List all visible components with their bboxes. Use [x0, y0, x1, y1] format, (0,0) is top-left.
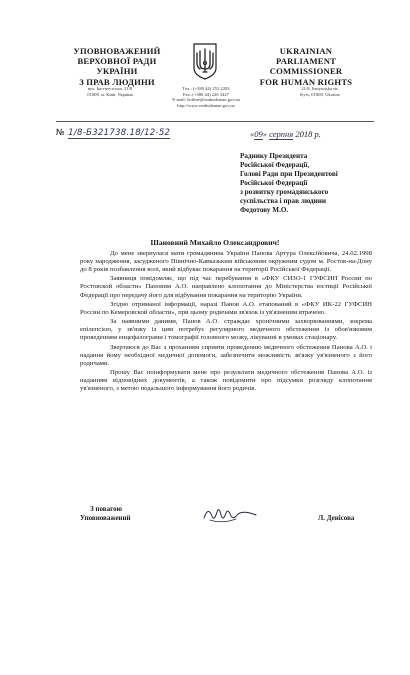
body-paragraph: Прошу Вас поінформувати мене про результати медичного обстеження Панова А.О. із наданням відповідних документів, а також повідомити про підсумки розгляду клопотання ув'язненого, з метою подальшого інформування його родичів.	[80, 369, 372, 393]
body-paragraph: Звертаюся до Вас з проханням сприяти проведенню медичного обстеження Панова А.О. і надання йому необхідної медичної допомоги, забезпечити можливість зв'язку ув'язненого з його родичами.	[80, 343, 372, 367]
closing-block	[80, 505, 131, 522]
letterhead-right-line: UKRAINIAN	[279, 46, 333, 56]
address-line: Kyiv, 01008, Ukraine	[300, 92, 340, 97]
address-ukrainian	[60, 86, 160, 98]
date-quote-open: «	[250, 129, 255, 139]
address-english	[270, 86, 370, 98]
salutation: Шановний Михайло Олександрович!	[150, 238, 280, 247]
phone-line: Тел.: (+380 44) 253 2203	[182, 86, 230, 91]
letterhead-left-line: З ПРАВ ЛЮДИНИ	[79, 76, 155, 87]
coat-of-arms-icon	[191, 42, 219, 80]
body-paragraph: Згідно отриманої інформації, наразі Панов А.О. етапований в «ФКУ ИК-22 ГУФСИН России по Кемеровской области», при цьому родичами зв'язок із ув'язненим втрачено.	[80, 300, 372, 316]
addressee-block	[240, 152, 390, 215]
body-paragraph: Заявниця повідомляє, що під час перебування в «ФКУ СИЗО-1 ГУФСИН России по Ростовской области» Пановим А.О. направлено клопотання до Міністерства юстиції Російської Федерації про передачу його для відбування покарання на територію України.	[80, 275, 372, 299]
registration-number	[56, 128, 170, 139]
letterhead-right-line: FOR HUMAN RIGHTS	[259, 76, 353, 87]
address-line: 01008, м. Київ, Україна	[87, 92, 133, 97]
date-year: 2018 р.	[295, 129, 321, 139]
addressee-line: суспільства і прав людини	[240, 197, 326, 205]
contact-block	[160, 86, 252, 108]
letterhead-title-english	[240, 46, 372, 87]
body-paragraph: За наявними даними, Панов А.О. страждає хронічними захворюваннями, зокрема епілепсією, у зв'язку із цим потребує регулярного медичного обстеження із обов'язковим проведенням енцефалограми і томографії головного мозку, лікуванні в умовах стаціонару.	[80, 318, 372, 342]
letterhead-left-line: УПОВНОВАЖЕНИЙ	[73, 46, 161, 56]
registration-prefix: №	[56, 128, 66, 138]
addressee-line: Федотову М.О.	[240, 206, 289, 214]
address-line: 21/8, Instytutska str.	[301, 86, 339, 91]
body-paragraph: До мене звернулася мати громадянина України Панова Артура Олексійовича, 24.02.1998 року народження, засудженого Північно-Кавказьким військовим окружним судом м. Ростов-на-Дону до 8 років позбавлення волі, який відбуває покарання на території Російської Федерації.	[80, 250, 372, 274]
letterhead-divider	[56, 121, 374, 122]
addressee-line: Російської Федерації	[240, 179, 308, 187]
address-line: вул. Інститутська, 21/8	[87, 86, 133, 91]
date-quote-close: »	[262, 129, 267, 139]
letter-body	[80, 250, 372, 395]
website-line: http://www.ombudsman.gov.ua	[177, 102, 235, 108]
addressee-line: Російської Федерації,	[240, 161, 310, 169]
closing-regards: З повагою	[90, 505, 122, 513]
fax-line: Fax.:(+380 44) 226 3427	[183, 91, 229, 97]
email-line: E-mail: hotline@ombudsman.gov.ua	[172, 97, 240, 103]
letterhead-right-line: PARLIAMENT COMMISSIONER	[269, 56, 343, 77]
handwritten-signature	[200, 500, 260, 526]
signer-name: Л. Денісова	[318, 514, 355, 522]
addressee-line: з розвитку громадянського	[240, 188, 329, 196]
letterhead-left-line: ВЕРХОВНОЇ РАДИ УКРАЇНИ	[77, 56, 157, 77]
addressee-line: Раднику Президента	[240, 152, 308, 160]
letterhead-title-ukrainian	[58, 46, 176, 87]
date-day: 09	[254, 129, 263, 139]
letter-date	[250, 129, 321, 140]
closing-title: Уповноважений	[80, 513, 131, 522]
registration-number-value: 1/8-Б321738.18/12-52	[68, 128, 171, 138]
date-month: серпня	[269, 129, 294, 139]
addressee-line: Голові Ради при Президентові	[240, 170, 338, 178]
